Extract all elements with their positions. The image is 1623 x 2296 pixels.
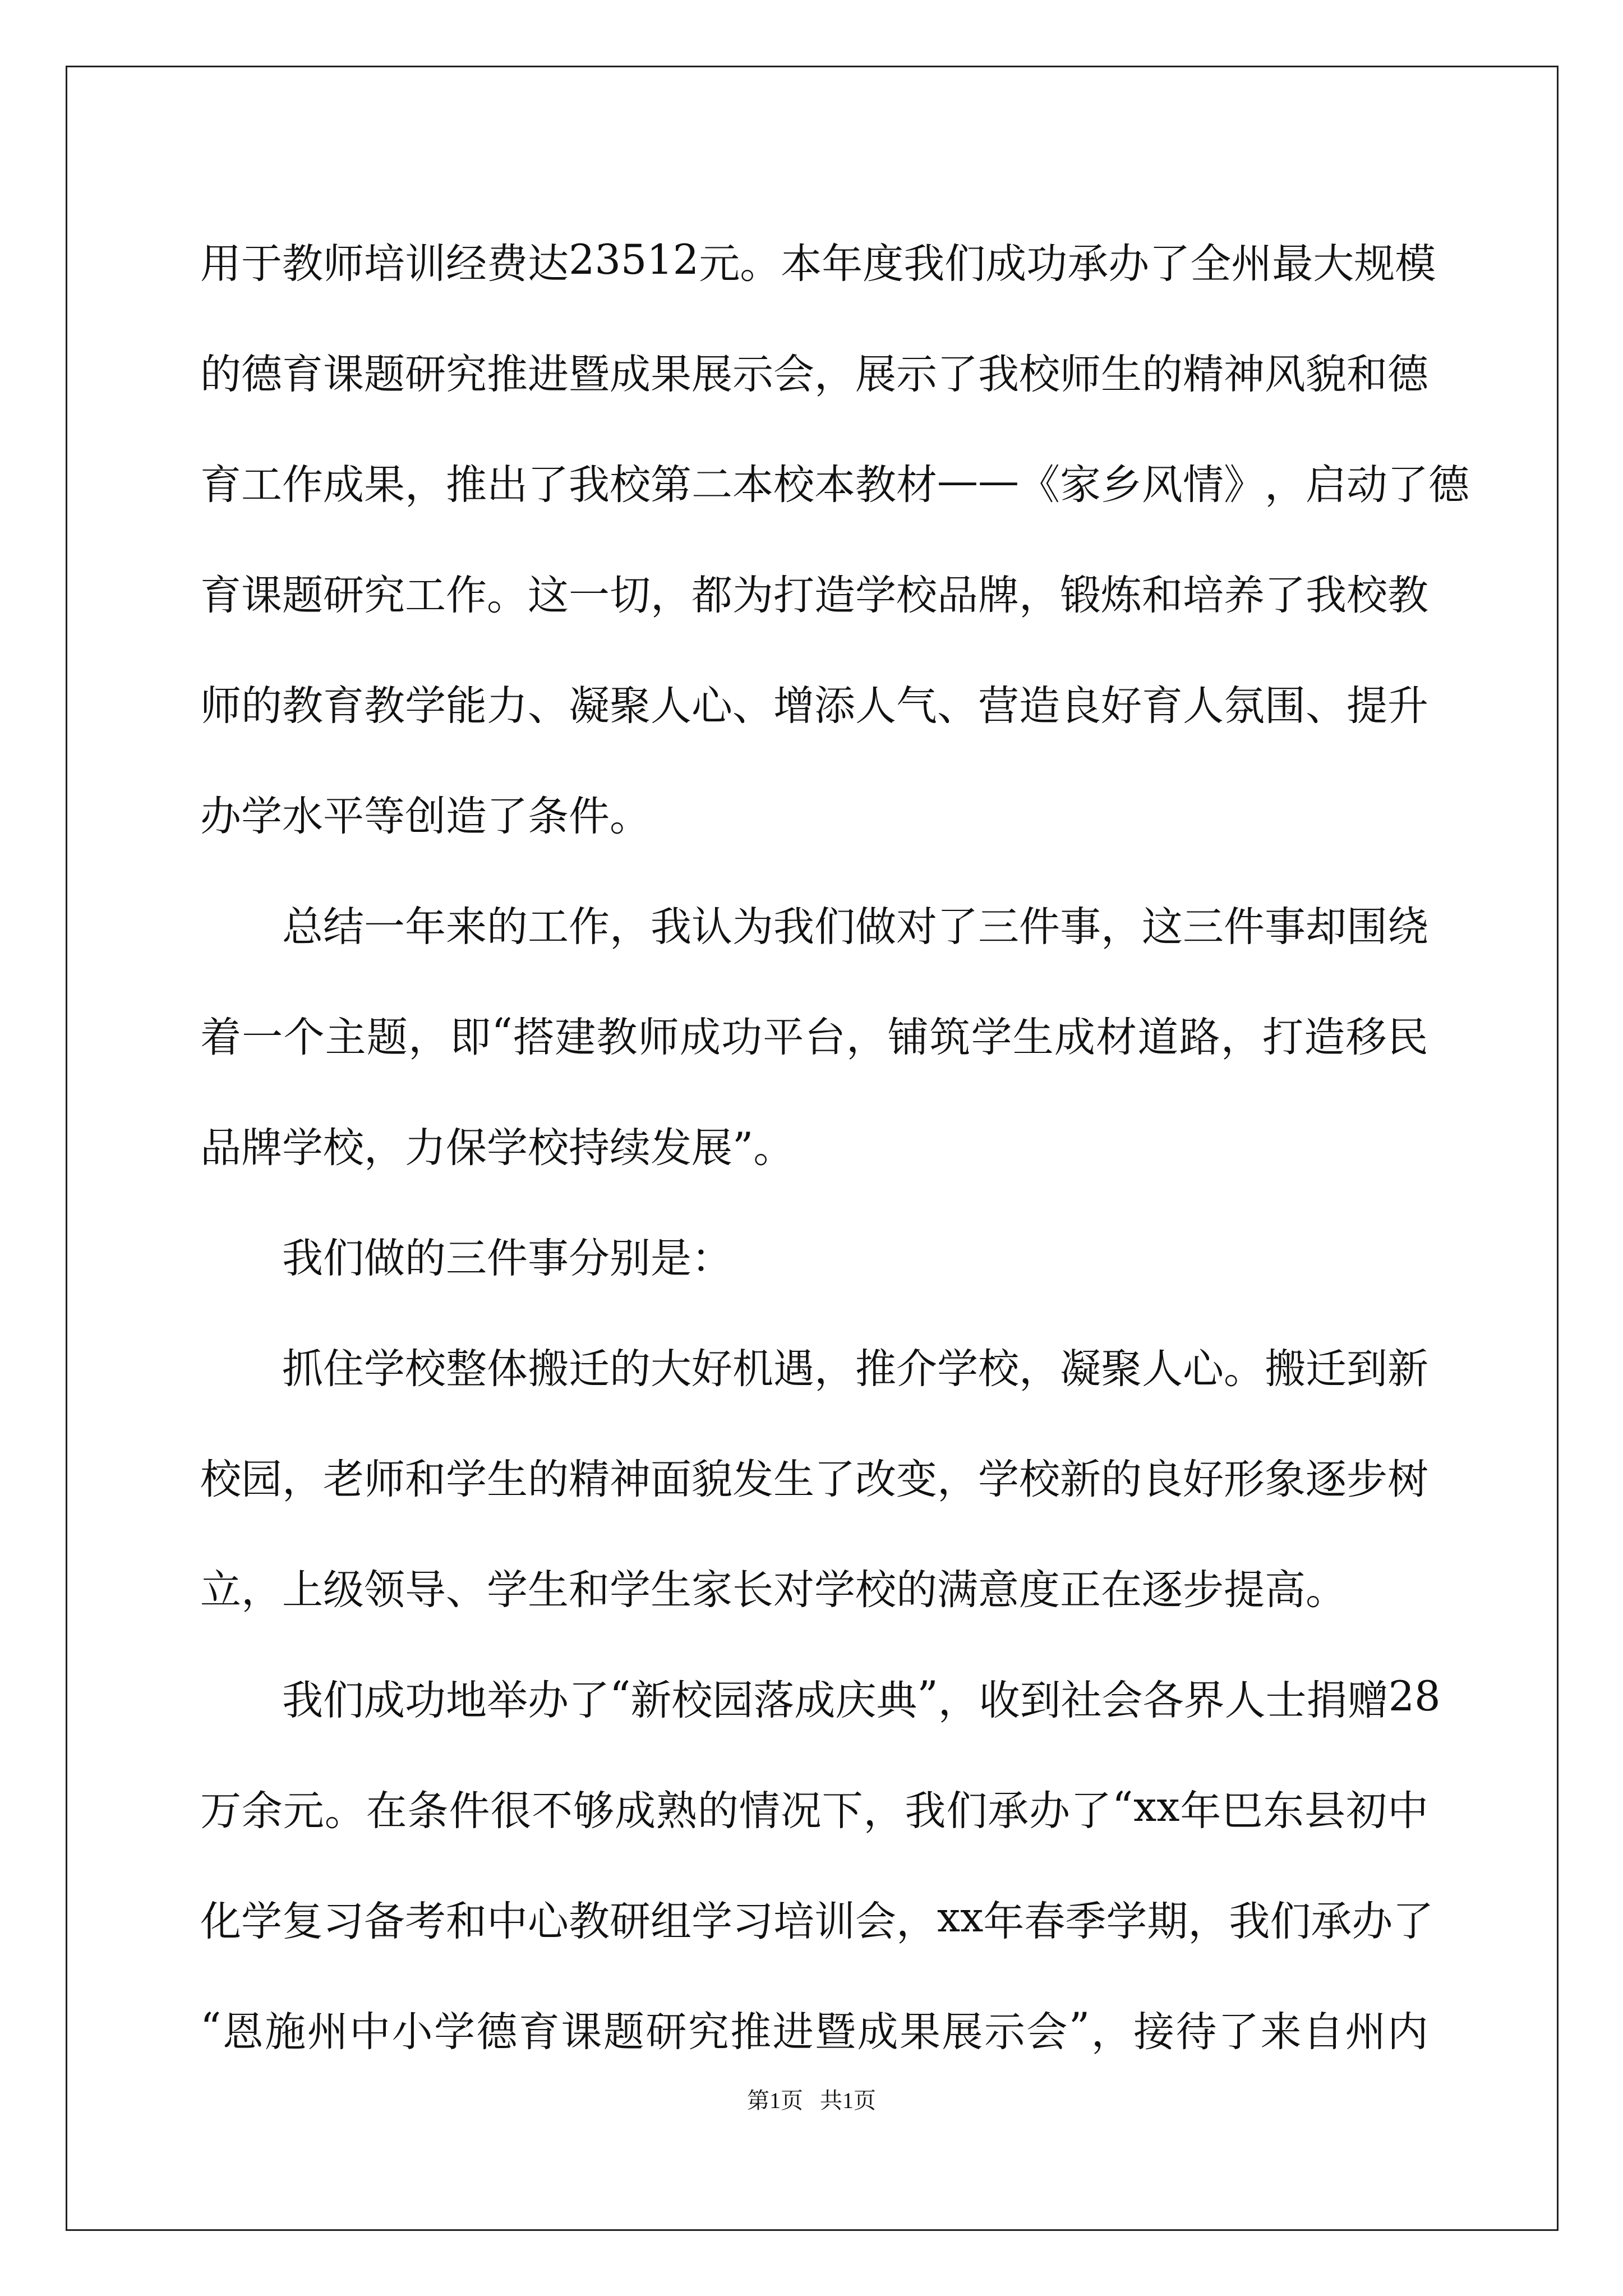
text-line: 抓 住 学 校 整 体 搬 迁 的 大 好 机 遇 ， 推 介 学 校 ， 凝 聚 人 心 。 搬 迁 到 新 <box>282 1345 1428 1393</box>
text-line: 我 们 成 功 地 举 办 了 “ 新 校 园 落 成 庆 典 ” ， 收 到 社 会 各 界 人 士 捐 赠 28 <box>282 1673 1441 1724</box>
text-line: 师 的 教 育 教 学 能 力 、 凝 聚 人 心 、 增 添 人 气 、 营 造 良 好 育 人 氛 围 、 提 升 <box>200 682 1428 730</box>
text-line: 办学水平等创造了条件。 <box>200 793 651 840</box>
text-line: 万 余 元 。 在 条 件 很 不 够 成 熟 的 情 况 下 ， 我 们 承 办 了 “ xx 年 巴 东 县 初 中 <box>200 1783 1428 1835</box>
text-line: “ 恩 施 州 中 小 学 德 育 课 题 研 究 推 进 暨 成 果 展 示 会 ” ， 接 待 了 来 自 州 内 <box>200 2004 1428 2056</box>
text-line: 育 工 作 成 果 ， 推 出 了 我 校 第 二 本 校 本 教 材 —— 《 家 乡 风 情 》 ， 启 动 了 德 <box>200 457 1469 509</box>
document-body <box>200 205 1469 2083</box>
page-footer: 第1页 共1页 <box>747 2088 876 2113</box>
text-line: 立，上级领导、学生和学生家长对学校的满意度正在逐步提高。 <box>200 1566 1347 1614</box>
text-line: 总 结 一 年 来 的 工 作 ， 我 认 为 我 们 做 对 了 三 件 事 ， 这 三 件 事 却 围 绕 <box>282 903 1428 951</box>
text-line: 育 课 题 研 究 工 作 。 这 一 切 ， 都 为 打 造 学 校 品 牌 ， 锻 炼 和 培 养 了 我 校 教 <box>200 572 1428 619</box>
text-line: 的 德 育 课 题 研 究 推 进 暨 成 果 展 示 会 ， 展 示 了 我 校 师 生 的 精 神 风 貌 和 德 <box>200 351 1428 398</box>
text-line: 用 于 教 师 培 训 经 费 达 23512 元 。 本 年 度 我 们 成 功 承 办 了 全 州 最 大 规 模 <box>200 236 1436 288</box>
text-line: 我们做的三件事分别是： <box>282 1235 732 1282</box>
text-line: 校 园 ， 老 师 和 学 生 的 精 神 面 貌 发 生 了 改 变 ， 学 校 新 的 良 好 形 象 逐 步 树 <box>200 1456 1428 1503</box>
text-line: 化 学 复 习 备 考 和 中 心 教 研 组 学 习 培 训 会 ， xx 年 春 季 学 期 ， 我 们 承 办 了 <box>200 1894 1434 1945</box>
text-line: 品牌学校，力保学校持续发展”。 <box>200 1124 795 1172</box>
text-line: 着 一 个 主 题 ， 即 “ 搭 建 教 师 成 功 平 台 ， 铺 筑 学 生 成 材 道 路 ， 打 造 移 民 <box>200 1010 1428 1061</box>
